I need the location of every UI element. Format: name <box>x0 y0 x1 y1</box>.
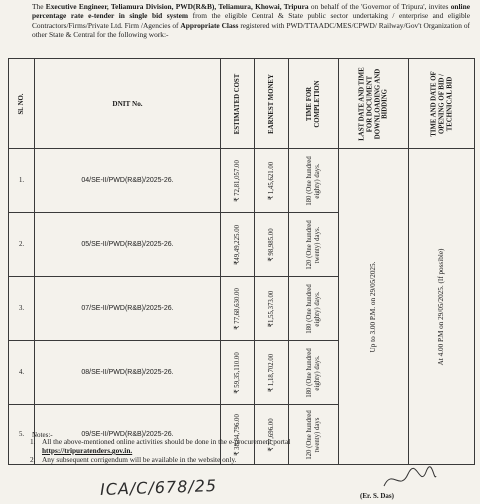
row-money: ₹ 1,45,621.00 <box>255 149 289 213</box>
row-cost: ₹ 38,84,796.00 <box>221 405 255 465</box>
note-text-body: All the above-mentioned online activities should be done in the e-procurement portal <box>42 437 291 446</box>
row-cost: ₹ 77,68,630.00 <box>221 277 255 341</box>
row-dnit: 04/SE-II/PWD(R&B)/2025-26. <box>35 149 221 213</box>
row-time: 120 (One hundred twenty) days <box>289 405 339 465</box>
row-money: ₹ 98,985.00 <box>255 213 289 277</box>
note-text <box>42 437 470 455</box>
header-opening: TIME AND DATE OF OPENING OF BID / TECHNICAL BID <box>409 59 475 149</box>
row-time: 120 (One hundred twenty) days. <box>289 213 339 277</box>
header-cost: ESTIMATED COST <box>221 59 255 149</box>
notes-section <box>30 437 470 464</box>
intro-text: registered with PWD/TTAADC/MES/CPWD/ Railway/Gov't Organization of other State & Central for the following work:- <box>32 20 470 40</box>
row-sl: 5. <box>9 405 35 465</box>
row-money: ₹ 77,696.00 <box>255 405 289 465</box>
signatory-name: (Er. S. Das) <box>360 492 394 500</box>
signature-icon <box>380 462 440 494</box>
row-sl: 2. <box>9 213 35 277</box>
header-dnit: DNIT No. <box>35 59 221 149</box>
portal-link[interactable]: https://tripuratenders.gov.in. <box>42 446 133 455</box>
row-cost: ₹ 59,35,110.00 <box>221 341 255 405</box>
row-money: ₹ 1,18,702.00 <box>255 341 289 405</box>
row-dnit: 07/SE-II/PWD(R&B)/2025-26. <box>35 277 221 341</box>
opening-cell: At 4.00 P.M on 29/05/2025. (If possible) <box>409 149 475 465</box>
table-row <box>9 149 475 213</box>
row-time: 180 (One hundred eighty) days. <box>289 341 339 405</box>
handwritten-reference: ICA/C/678/25 <box>99 475 218 500</box>
note-item <box>30 437 470 455</box>
intro-paragraph <box>32 2 470 40</box>
row-money: ₹1,55,373.00 <box>255 277 289 341</box>
row-cost: ₹ 72,81,057.00 <box>221 149 255 213</box>
row-sl: 4. <box>9 341 35 405</box>
note-number: 1. <box>30 437 36 446</box>
header-sl: Sl. NO. <box>9 59 35 149</box>
issuer-name: Executive Engineer, Teliamura Division, PWD(R&B), Teliamura, Khowai, Tripura <box>45 2 309 11</box>
header-money: EARNEST MONEY <box>255 59 289 149</box>
note-text: Any subsequent corrigendum will be available in the website only. <box>42 455 237 464</box>
row-sl: 1. <box>9 149 35 213</box>
header-time: TIME FOR COMPLETION <box>289 59 339 149</box>
row-cost: ₹49,49,225.00 <box>221 213 255 277</box>
note-number: 2. <box>30 455 36 464</box>
row-time: 180 (One hundred eighty) days. <box>289 149 339 213</box>
intro-text: on behalf of the 'Governor of Tripura', invites <box>310 2 449 11</box>
row-dnit: 09/SE-II/PWD(R&B)/2025-26. <box>35 405 221 465</box>
notes-label: Notes:- <box>32 431 53 439</box>
header-last-date: LAST DATE AND TIME FOR DOCUMENT DOWNLOADING AND BIDDING <box>339 59 409 149</box>
last-date-cell: Up to 3.00 P.M. on 29/05/2025. <box>339 149 409 465</box>
table-header-row <box>9 59 475 149</box>
row-dnit: 08/SE-II/PWD(R&B)/2025-26. <box>35 341 221 405</box>
intro-text: The <box>32 2 44 11</box>
contractor-class: Appropriate Class <box>180 20 239 30</box>
intro-text: from the eligible Central & State public sector undertaking / enterprise and eligible Contractors/Firms/Private Ltd. Firm /Agencies of <box>32 11 470 30</box>
tender-table <box>8 58 475 465</box>
row-time: 180 (One hundred eighty) days. <box>289 277 339 341</box>
tender-type: online percentage rate e-tender in single bid system <box>32 2 471 21</box>
row-sl: 3. <box>9 277 35 341</box>
row-dnit: 05/SE-II/PWD(R&B)/2025-26. <box>35 213 221 277</box>
